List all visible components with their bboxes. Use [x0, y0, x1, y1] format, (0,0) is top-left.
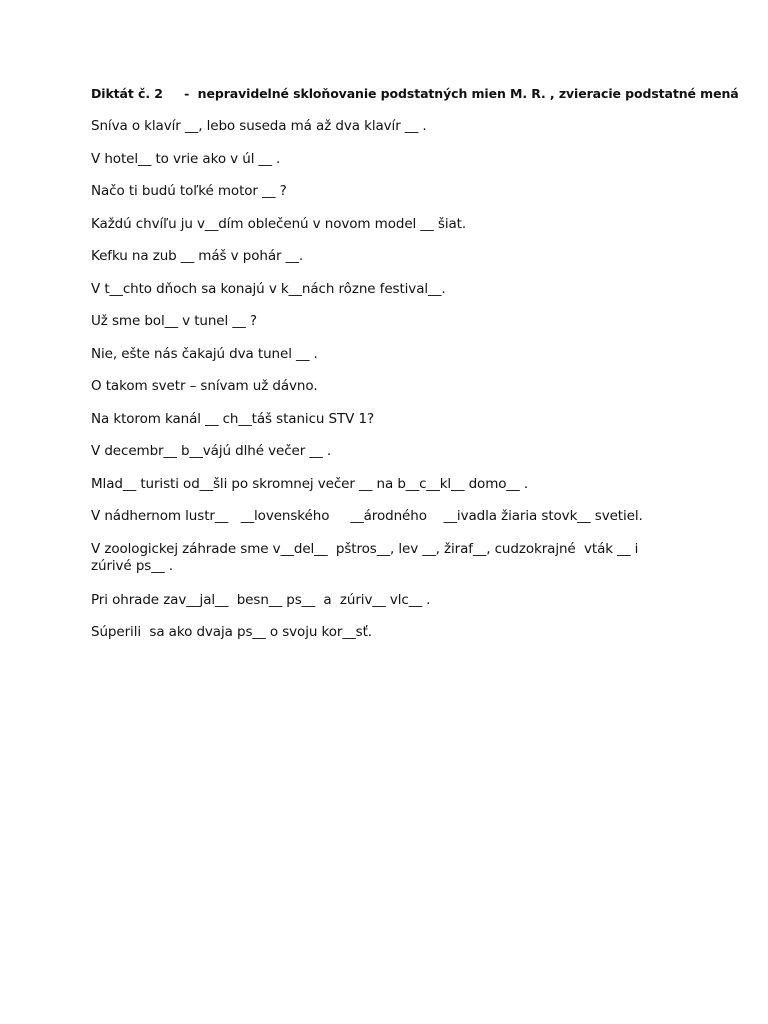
dictation-line: Mlad__ turisti od__šli po skromnej večer __ na b__c__kl__ domo__ .	[91, 475, 529, 492]
dictation-line: V nádhernom lustr__ __lovenského __árodného __ivadla žiaria stovk__ svetiel.	[91, 508, 643, 524]
dictation-line: Sníva o klavír __, lebo suseda má až dva klavír __ .	[91, 118, 427, 134]
dictation-line: V decembr__ b__vájú dlhé večer __ .	[91, 443, 332, 459]
dictation-line: Pri ohrade zav__jal__ besn__ ps__ a zúriv__ vlc__ .	[91, 591, 431, 608]
dictation-line: Nie, ešte nás čakajú dva tunel __ .	[91, 345, 318, 362]
dictation-line: Už sme bol__ v tunel __ ?	[91, 313, 257, 329]
dictation-line: V t__chto dňoch sa konajú v k__nách rôzne festival__.	[91, 280, 446, 297]
dictation-line: V hotel__ to vrie ako v úl __ .	[91, 150, 281, 167]
dictation-line: Súperili sa ako dvaja ps__ o svoju kor__sť.	[91, 624, 372, 640]
dictation-lines	[91, 118, 671, 657]
dictation-line: Kefku na zub __ máš v pohár __.	[91, 248, 304, 264]
page-title: Diktát č. 2 - nepravidelné skloňovanie podstatných mien M. R. , zvieracie podstatné mená	[91, 86, 739, 101]
dictation-line: Načo ti budú toľké motor __ ?	[91, 183, 287, 199]
dictation-line: O takom svetr – snívam už dávno.	[91, 378, 318, 394]
dictation-line: Každú chvíľu ju v__dím oblečenú v novom model __ šiat.	[91, 215, 467, 232]
dictation-line: Na ktorom kanál __ ch__táš stanicu STV 1?	[91, 410, 375, 427]
dictation-line: V zoologickej záhrade sme v__del__ pštros__, lev __, žiraf__, cudzokrajné vták __ i zúrivé ps__ .	[91, 540, 643, 574]
